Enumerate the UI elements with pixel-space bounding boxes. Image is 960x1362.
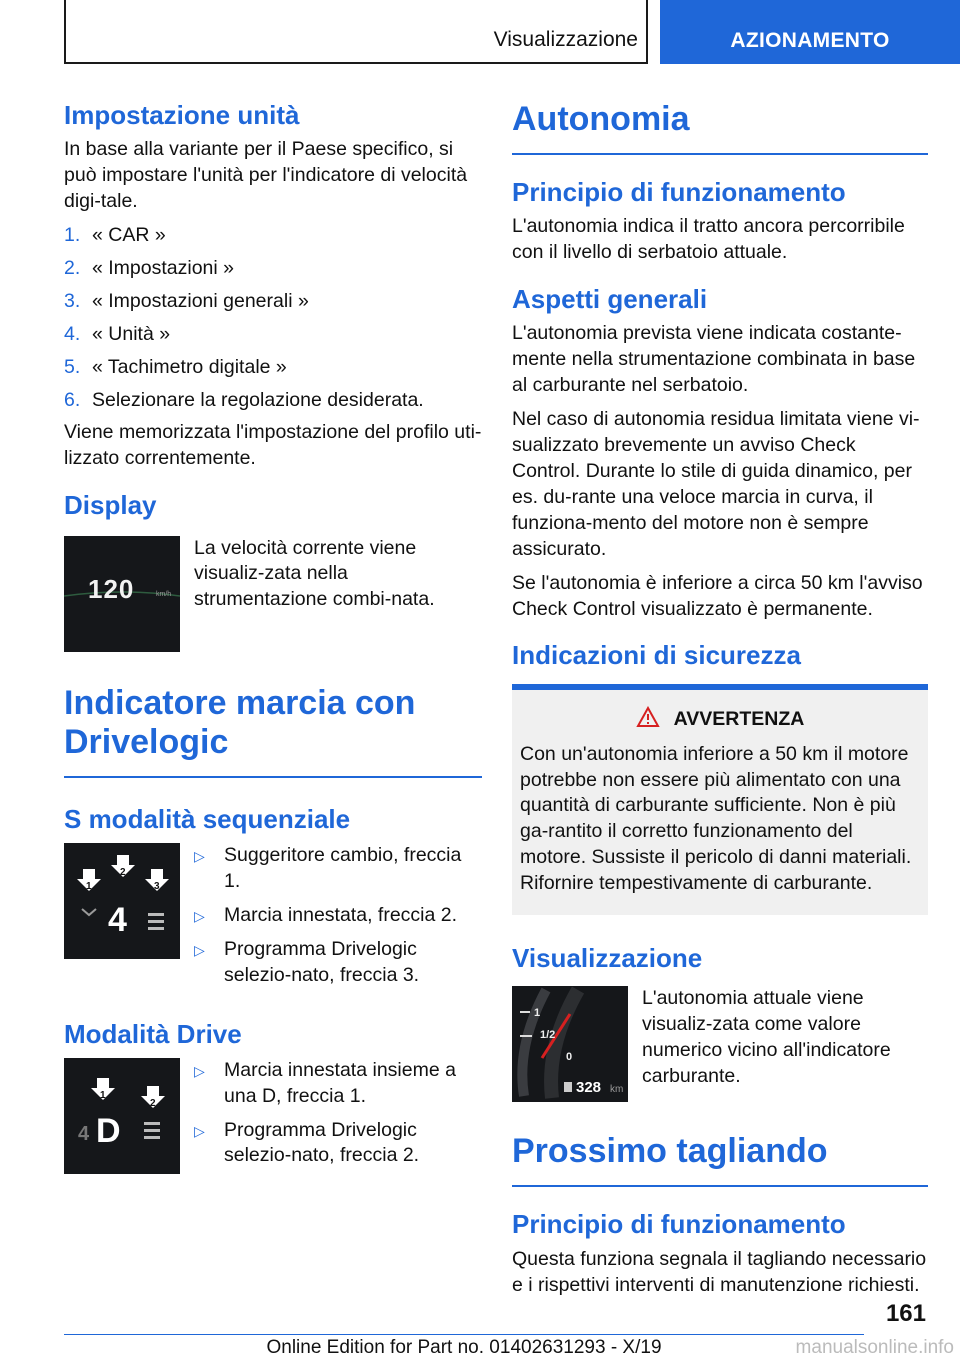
service-principle-title: Principio di funzionamento [512,1209,846,1240]
display-text: La velocità corrente viene visualiz-zata nella strumentazione combi-nata. [194,536,435,611]
triangle-bullet-icon: ▷ [194,1062,205,1079]
warning-header [520,706,920,734]
drive-gear-image [64,1058,180,1174]
warning-box [512,684,928,916]
step-text: « Impostazioni generali » [92,289,309,312]
fuel-display-row [512,986,928,1102]
fuel-full-mark: 1 [534,1007,541,1020]
triangle-bullet-icon: ▷ [194,941,205,958]
arrow-label-3: 3 [154,880,160,892]
step-item [64,355,482,381]
step-number: 2. [64,256,81,279]
speedometer-image [64,536,180,652]
step-text: « Unità » [92,322,171,345]
speed-value: 120 [88,573,135,604]
bullet-item [194,937,482,989]
step-text: « CAR » [92,223,166,246]
range-title: Autonomia [512,100,928,155]
step-number: 5. [64,355,81,378]
bullet-item [194,1058,482,1110]
principle-text: L'autonomia indica il tratto ancora percorribile con il livello di serbatoio attuale. [512,215,905,264]
step-item [64,289,482,315]
step-text: Selezionare la regolazione desiderata. [92,388,424,411]
service-title: Prossimo tagliando [512,1132,928,1187]
previous-gear: 4 [78,1122,90,1145]
bullet-text: Suggeritore cambio, freccia 1. [224,843,462,892]
bullet-item [194,1118,482,1170]
service-text: Questa funziona segnala il tagliando necessario e i rispettivi interventi di manutenzione richiesti. [512,1247,927,1296]
triangle-bullet-icon: ▷ [194,1122,205,1139]
visualization-text: L'autonomia attuale viene visualiz-zata come valore numerico vicino all'indicatore carburante. [642,987,891,1088]
unit-title: Impostazione unità [64,100,300,130]
speed-unit: km/h [156,590,172,598]
bullet-item [194,843,482,895]
arrow-label-2: 2 [120,866,126,878]
general-paragraph: Se l'autonomia è inferiore a circa 50 km l'avviso Check Control visualizzato è permanente. [512,571,923,620]
sequential-row [64,843,482,997]
gear-indicator-title: Indicatore marcia con Drivelogic [64,684,482,778]
warning-triangle-icon [636,706,660,734]
sequential-mode-title: S modalità sequenziale [64,803,351,834]
triangle-bullet-icon: ▷ [194,907,205,924]
visualization-title: Visualizzazione [512,943,703,974]
display-title: Display [64,490,157,521]
step-number: 6. [64,388,81,411]
general-paragraph: Nel caso di autonomia residua limitata viene vi-sualizzato brevemente un avviso Check Control. Durante lo stile di guida dinamico, per es. du-rante una veloce marcia in curva, il funziona-mento del motore non è sempre assicurato. [512,408,920,560]
right-column [512,100,928,1306]
display-row [64,536,482,652]
drive-row [64,1058,482,1178]
header-section-title: Visualizzazione [493,28,638,51]
gear-number: 4 [108,900,127,939]
fuel-empty-mark: 0 [566,1051,573,1064]
bullet-text: Programma Drivelogic selezio-nato, freccia 3. [224,937,420,986]
step-item [64,223,482,249]
warning-text: Con un'autonomia inferiore a 50 km il motore potrebbe non essere più alimentato con una quantità di carburante sufficiente. Non è più ga-rantito il corretto funzionamento del motore. Sussiste il pericolo di danni materiali. Rifornire tempestivamente di carburante. [520,742,912,895]
drive-letter: D [96,1111,121,1150]
bullet-item [194,903,482,929]
step-number: 3. [64,289,81,312]
fuel-pump-icon [564,1082,572,1092]
safety-title: Indicazioni di sicurezza [512,640,801,671]
range-value: 328 [576,1079,602,1097]
step-text: « Tachimetro digitale » [92,355,287,378]
footer-divider [64,1334,864,1335]
arrow-label-1: 1 [100,1089,106,1101]
unit-intro: In base alla variante per il Paese specifico, si può impostare l'unità per l'indicatore di velocità digi-tale. [64,138,468,213]
bullet-text: Marcia innestata, freccia 2. [224,903,458,926]
warning-label: AVVERTENZA [673,708,805,731]
bullet-text: Marcia innestata insieme a una D, freccia 1. [224,1058,456,1107]
page-number: 161 [885,1300,926,1327]
arrow-label-2: 2 [150,1097,156,1109]
step-number: 1. [64,223,81,246]
sequential-gear-image [64,843,180,959]
triangle-bullet-icon: ▷ [194,847,205,864]
unit-outro: Viene memorizzata l'impostazione del profilo uti-lizzato correntemente. [64,421,482,470]
principle-title: Principio di funzionamento [512,177,846,208]
general-title: Aspetti generali [512,284,708,315]
general-paragraph: L'autonomia prevista viene indicata costante-mente nella strumentazione combinata in base al carburante nel serbatoio. [512,322,916,397]
drive-mode-title: Modalità Drive [64,1018,242,1049]
step-number: 4. [64,322,81,345]
left-column [64,100,482,1185]
step-item [64,388,482,414]
fuel-half-mark: 1/2 [540,1029,556,1042]
fuel-gauge-image [512,986,628,1102]
step-item [64,322,482,348]
range-unit: km [610,1084,624,1096]
sequential-bullets [194,843,482,997]
footer-edition: Online Edition for Part no. 01402631293 - X/19 [266,1337,662,1358]
watermark: manualsonline.info [795,1337,954,1358]
arrow-label-1: 1 [86,880,92,892]
unit-steps [64,223,482,414]
header-chapter-tab[interactable]: AZIONAMENTO [660,0,960,64]
step-text: « Impostazioni » [92,256,234,279]
step-item [64,256,482,282]
bullet-text: Programma Drivelogic selezio-nato, freccia 2. [224,1118,420,1167]
drive-bullets [194,1058,482,1178]
